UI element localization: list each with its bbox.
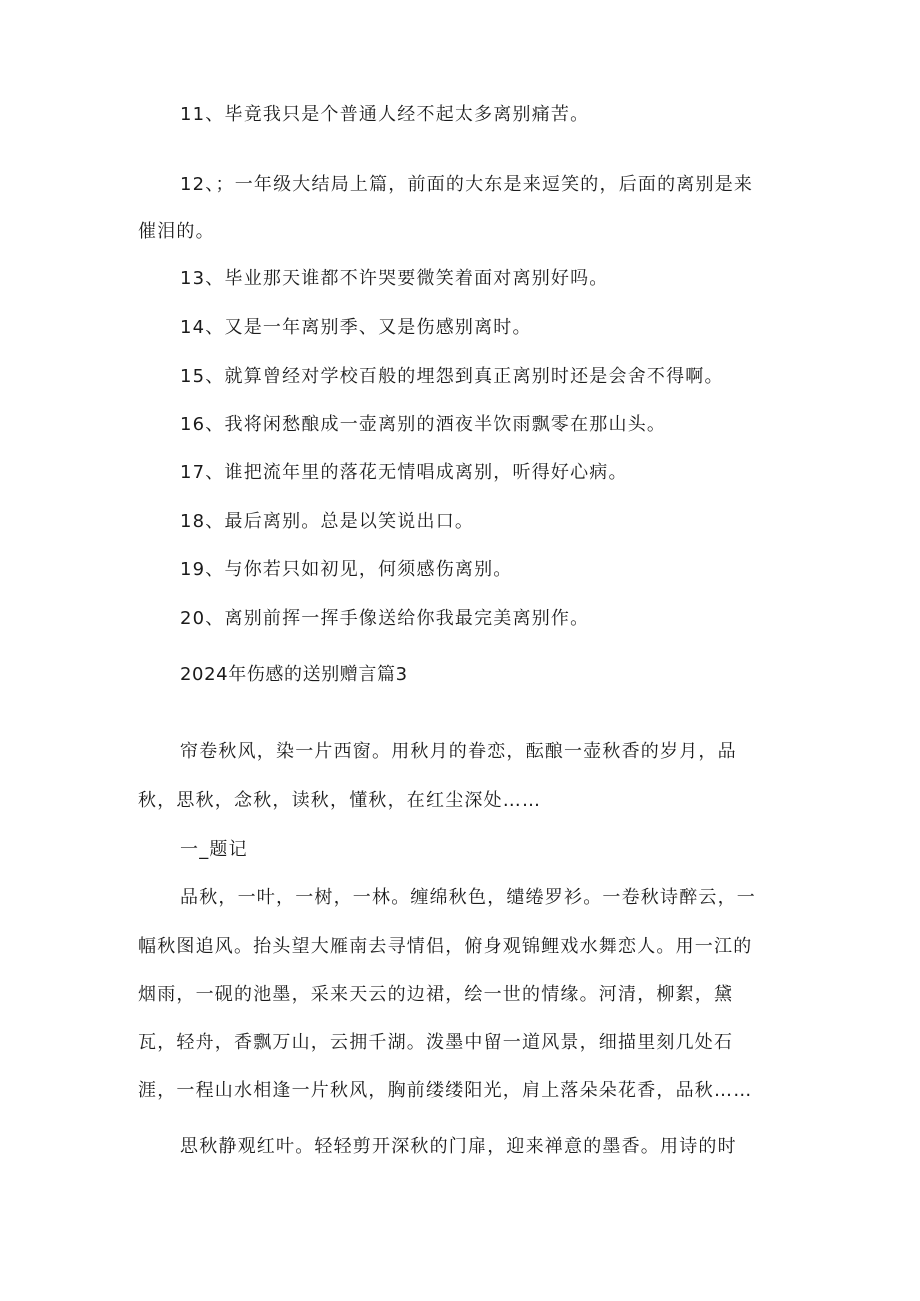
list-item-12-line2: 催泪的。 [138,221,215,242]
paragraph1-line-2: 幅秋图追风。抬头望大雁南去寻情侣，俯身观锦鲤戏水舞恋人。用一江的 [138,936,753,957]
list-item-14: 14、又是一年离别季、又是伤感别离时。 [180,317,532,338]
list-item-18: 18、最后离别。总是以笑说出口。 [180,511,475,532]
list-item-12-line1: 12、；一年级大结局上篇，前面的大东是来逗笑的，后面的离别是来 [180,174,754,195]
subtitle: 一_题记 [180,839,248,860]
paragraph2-line-1: 思秋静观红叶。轻轻剪开深秋的门扉，迎来禅意的墨香。用诗的时 [180,1136,737,1157]
section-heading: 2024年伤感的送别赠言篇3 [180,664,408,685]
paragraph1-line-3: 烟雨，一砚的池墨，采来天云的边裙，绘一世的情缘。河清，柳絮，黛 [138,984,734,1005]
paragraph1-line-1: 品秋，一叶，一树，一林。缠绵秋色，缱绻罗衫。一卷秋诗醉云，一 [180,887,756,908]
list-item-11: 11、毕竟我只是个普通人经不起太多离别痛苦。 [180,104,590,125]
list-item-19: 19、与你若只如初见，何须感伤离别。 [180,559,513,580]
paragraph1-line-5: 涯，一程山水相逢一片秋风，胸前缕缕阳光，肩上落朵朵花香，品秋…… [138,1080,753,1101]
list-item-20: 20、离别前挥一挥手像送给你我最完美离别作。 [180,608,590,629]
list-item-17: 17、谁把流年里的落花无情唱成离别，听得好心病。 [180,462,628,483]
intro-line-1: 帘卷秋风，染一片西窗。用秋月的眷恋，酝酿一壶秋香的岁月，品 [180,741,737,762]
list-item-13: 13、毕业那天谁都不许哭要微笑着面对离别好吗。 [180,268,609,289]
list-item-15: 15、就算曾经对学校百般的埋怨到真正离别时还是会舍不得啊。 [180,366,724,387]
paragraph1-line-4: 瓦，轻舟，香飘万山，云拥千湖。泼墨中留一道风景，细描里刻几处石 [138,1032,734,1053]
intro-line-2: 秋，思秋，念秋，读秋，懂秋，在红尘深处…… [138,790,542,811]
list-item-16: 16、我将闲愁酿成一壶离别的酒夜半饮雨飘零在那山头。 [180,414,667,435]
